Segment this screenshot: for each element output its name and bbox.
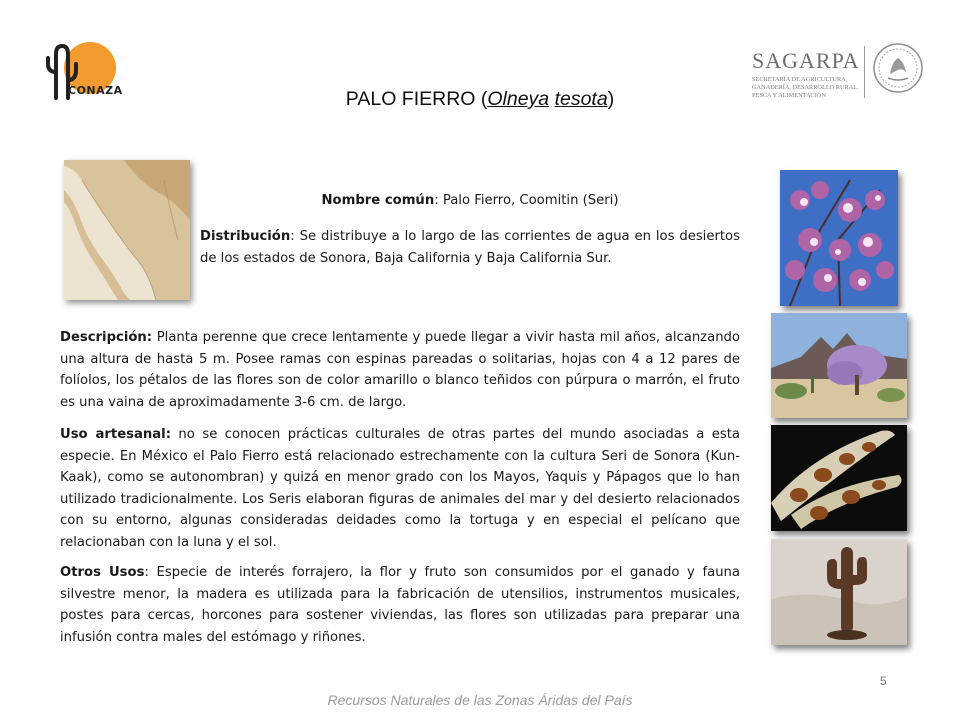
- title-suffix: ): [607, 88, 615, 110]
- distribution-paragraph: [200, 226, 740, 269]
- sagarpa-subtitle-line-2: GANADERÍA, DESARROLLO RURAL,: [752, 84, 859, 91]
- conaza-logo-text: CONAZA: [68, 84, 123, 97]
- title-genus: Olneya: [487, 88, 550, 110]
- common-name-value: : Palo Fierro, Coomitin (Seri): [434, 193, 619, 208]
- page-number: 5: [880, 674, 887, 688]
- artisanal-use-value: no se conocen prácticas culturales de otras partes del mundo asociadas a esta especie. En México el Palo Fierro está relacionado estrechamente con la cultura Seri de Sonora (Kun-Kaak), como se autonombran) y quizá en menor grado con los Mayos, Yaquis y Pápagos que lo han utilizado tradicionalmente. Los Seris elaboran figuras de animales del mar y del desierto relacionados con su entorno, algunas consideradas deidades como la tortuga y en especial el pelícano que relacionaban con la luna y el sol.: [60, 427, 740, 550]
- distribution-map-image: [64, 160, 190, 300]
- flowers-photo: [780, 170, 898, 306]
- description-paragraph: [60, 327, 740, 413]
- common-name-text: [200, 190, 740, 212]
- artisanal-use-paragraph: [60, 424, 740, 553]
- distribution-label: Distribución: [200, 229, 291, 244]
- distribution-value: : Se distribuye a lo largo de las corrientes de agua en los desiertos de los estados de Sonora, Baja California y Baja California Sur.: [200, 229, 740, 266]
- mexico-seal-icon: [872, 42, 924, 94]
- wooden-cactus-carving-photo: [771, 539, 907, 645]
- description-label: Descripción:: [60, 330, 153, 345]
- other-uses-paragraph: [60, 562, 740, 648]
- tree-landscape-photo: [771, 313, 907, 418]
- other-uses-label: Otros Usos: [60, 565, 145, 580]
- footer-text: Recursos Naturales de las Zonas Áridas del País: [327, 692, 633, 708]
- artisanal-use-label: Uso artesanal:: [60, 427, 171, 442]
- sagarpa-subtitle-line-1: SECRETARÍA DE AGRICULTURA,: [752, 76, 848, 83]
- sagarpa-title: SAGARPA: [752, 48, 860, 73]
- title-prefix: PALO FIERRO (: [345, 88, 488, 110]
- seed-pods-photo: [771, 425, 907, 531]
- other-uses-value: : Especie de interés forrajero, la flor y fruto son consumidos por el ganado y fauna silvestre menor, la madera es utilizada para la fabricación de utensilios, instrumentos musicales, postes para cercas, horcones para sostener viviendas, las flores son utilizadas para preparar una infusión contra males del estómago y riñones.: [60, 565, 740, 645]
- description-value: Planta perenne que crece lentamente y puede llegar a vivir hasta mil años, alcanzando una altura de hasta 5 m. Posee ramas con espinas pareadas o solitarias, hojas con 4 a 12 pares de folíolos, los pétalos de las flores son de color amarillo o blanco teñidos con púrpura o marrón, el fruto es una vaina de aproximadamente 3-6 cm. de largo.: [60, 330, 740, 410]
- sagarpa-subtitle-line-3: PESCA Y ALIMENTACIÓN: [752, 92, 826, 99]
- page-title: [0, 88, 960, 111]
- title-species: tesota: [554, 88, 608, 110]
- common-name-label: Nombre común: [321, 193, 435, 208]
